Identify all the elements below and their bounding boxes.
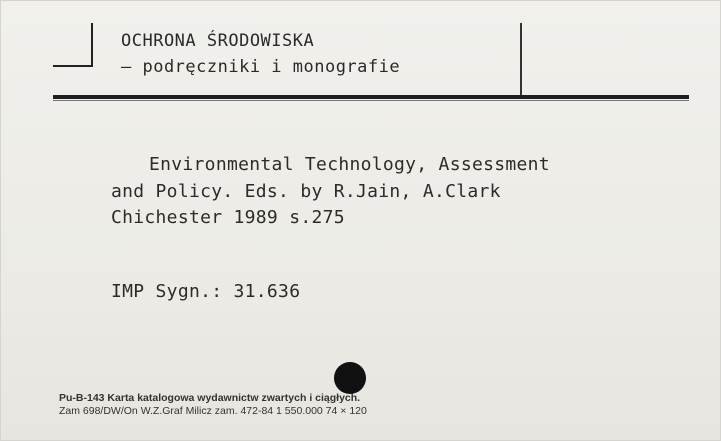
header-subtitle: – podręczniki i monografie (121, 57, 401, 77)
header-rule (53, 95, 689, 99)
entry-line-3: Chichester 1989 s.275 (111, 207, 345, 228)
footer-line-1: Pu-B-143 Karta katalogowa wydawnictw zwartych i ciągłych. (59, 392, 361, 404)
entry-line-2: and Policy. Eds. by R.Jain, A.Clark (111, 181, 501, 202)
corner-mark-vertical (91, 23, 93, 67)
header-divider (520, 23, 522, 95)
punch-hole (334, 362, 366, 394)
footer-line-2: Zam 698/DW/On W.Z.Graf Milicz zam. 472-84 1 550.000 74 × 120 (59, 405, 367, 417)
signature-line: IMP Sygn.: 31.636 (111, 281, 301, 302)
header-rule-thin (53, 100, 689, 101)
corner-mark (53, 23, 93, 67)
header-title: OCHRONA ŚRODOWISKA (121, 31, 315, 51)
entry-line-1: Environmental Technology, Assessment (149, 154, 550, 175)
corner-mark-horizontal (53, 65, 93, 67)
